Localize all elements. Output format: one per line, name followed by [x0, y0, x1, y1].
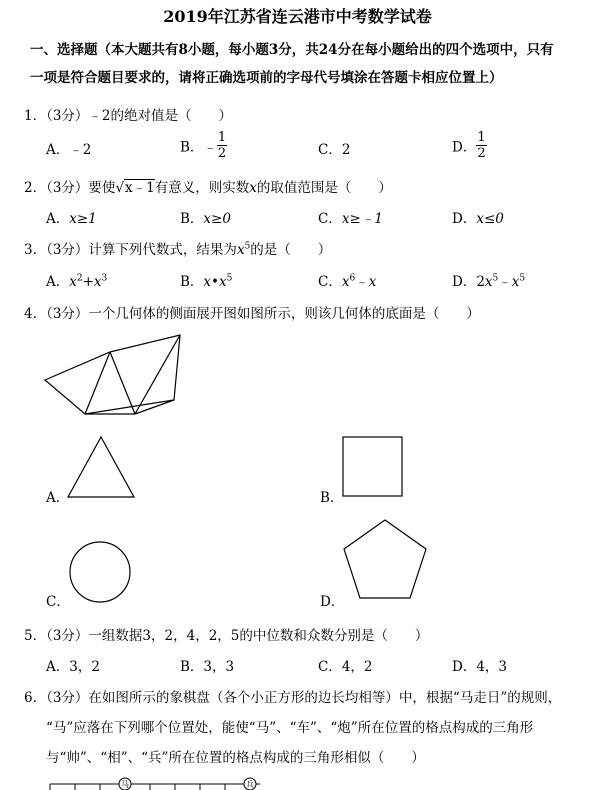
- q6-stem-line1: 6．（3分）在如图所示的象棋盘（各个小正方形的边长均相等）中，根据“马走日”的规则，: [24, 690, 562, 706]
- triangle-shape: [66, 435, 136, 499]
- q1-option-c: C．2: [318, 142, 351, 158]
- horse-piece: [119, 778, 131, 790]
- q4-option-c: C．: [46, 594, 70, 610]
- q6-stem-line3: 与“帅”、“相”、“兵”所在位置的格点构成的三角形相似（ ）: [46, 750, 425, 766]
- q4-option-d: D．: [320, 594, 345, 610]
- q2-option-d: D．x≤0: [452, 211, 504, 227]
- circle-shape: [68, 540, 132, 604]
- q3-option-c: C．$x^6﹣x$: [318, 273, 377, 290]
- q5-stem: 5．（3分）一组数据3，2，4，2，5的中位数和众数分别是（ ）: [24, 628, 429, 644]
- q6-stem-line2: “马”应落在下列哪个位置处，能使“马”、“车”、“炮”所在位置的格点构成的三角形: [46, 720, 534, 736]
- q5-option-b: B．3，3: [180, 659, 235, 675]
- svg-text:马: 马: [121, 780, 129, 789]
- q4-option-b: B．: [320, 490, 344, 506]
- q1-option-a: A．﹣2: [46, 142, 92, 158]
- q5-option-a: A．3，2: [46, 659, 100, 675]
- q4-stem: 4．（3分）一个几何体的侧面展开图如图所示，则该几何体的底面是（ ）: [24, 306, 480, 322]
- soldier-piece: [244, 778, 256, 790]
- square-shape: [342, 436, 404, 498]
- q5-option-d: D．4，3: [452, 659, 508, 675]
- q3-option-d: D．$2x^5﹣x^5$: [452, 273, 526, 290]
- q4-option-a: A．: [46, 490, 70, 506]
- svg-text:兵: 兵: [246, 780, 254, 789]
- q1-stem: 1．（3分）﹣2的绝对值是（ ）: [24, 108, 233, 124]
- page-title: 2019年江苏省连云港市中考数学试卷: [163, 7, 432, 26]
- q3-stem: 3．（3分）计算下列代数式，结果为$x^5$的是（ ）: [24, 241, 332, 258]
- q2-option-a: A．x≥1: [46, 211, 97, 227]
- q2-option-c: C．x≥﹣1: [318, 211, 383, 227]
- q2-option-b: B．x≥0: [180, 211, 231, 227]
- chessboard-figure: [50, 776, 280, 790]
- pentagon-shape: [342, 518, 428, 602]
- q2-stem: 2．（3分）要使√x﹣1有意义，则实数x的取值范围是（ ）: [24, 180, 392, 196]
- q1-option-b: B．﹣ $\frac{1}{2}$: [180, 130, 227, 161]
- q5-option-c: C．4，2: [318, 659, 373, 675]
- net-figure: [40, 330, 190, 420]
- q1-option-d: D． $\frac{1}{2}$: [452, 130, 486, 161]
- q3-option-b: B．$x•x^5$: [180, 273, 233, 290]
- section-heading-line1: 一、选择题（本大题共有8小题，每小题3分，共24分在每小题给出的四个选项中，只有: [30, 42, 554, 58]
- q3-option-a: A．$x^2+x^3$: [46, 273, 108, 290]
- section-heading-line2: 一项是符合题目要求的，请将正确选项前的字母代号填涂在答题卡相应位置上）: [30, 70, 503, 86]
